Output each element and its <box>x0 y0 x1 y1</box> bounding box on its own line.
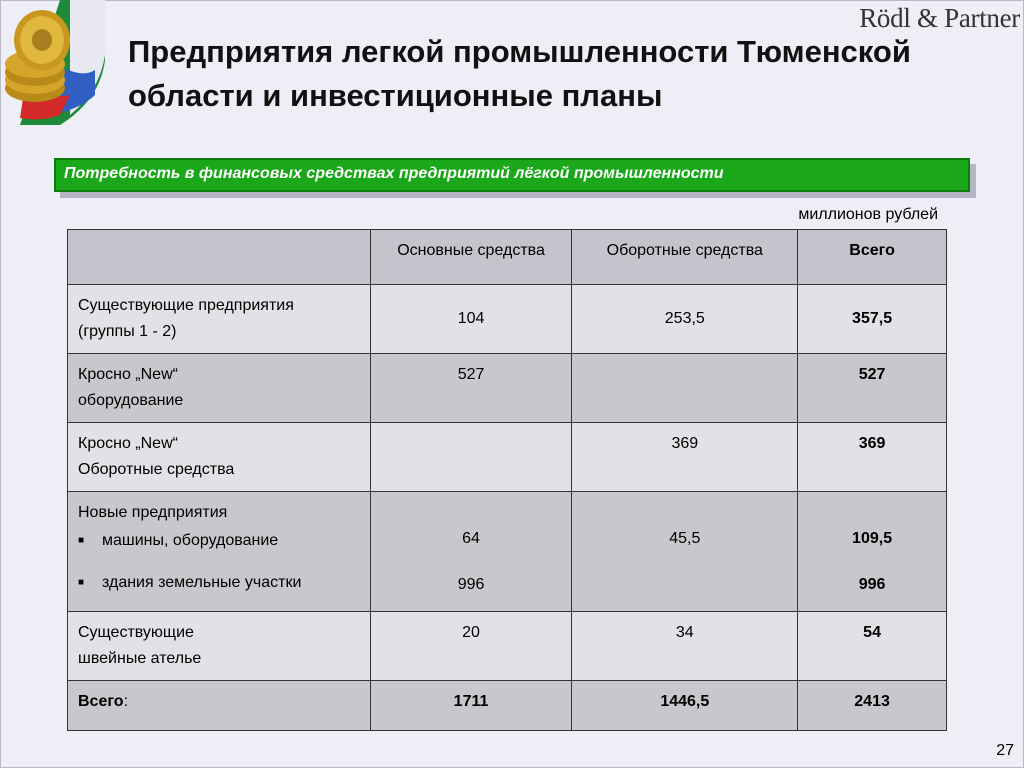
subtitle-banner <box>54 158 970 192</box>
header-cell-empty <box>68 230 371 285</box>
page-number: 27 <box>996 742 1014 759</box>
table-row <box>68 423 947 492</box>
page-title: Предприятия легкой промышленности Тюменской области и инвестиционные планы <box>128 34 911 113</box>
table-header-row <box>68 230 947 285</box>
cell-fixed: 1711 <box>370 681 572 731</box>
cell-total: 369 <box>798 423 947 492</box>
row-label-line2: Оборотные средства <box>78 461 235 478</box>
row-label-line1: Существующие <box>78 624 194 641</box>
header-cell-total: Всего <box>798 230 947 285</box>
cell-fixed <box>370 423 572 492</box>
cell-total <box>798 492 947 612</box>
header-cell-working-capital: Оборотные средства <box>572 230 798 285</box>
row-label <box>68 423 371 492</box>
row-label-line1: Кросно „New“ <box>78 435 178 452</box>
square-bullet-icon: ■ <box>78 577 85 588</box>
cell-value: 996 <box>457 576 485 593</box>
cell-fixed <box>370 492 572 612</box>
bullet-text: здания земельные участки <box>102 574 302 591</box>
cell-value: 64 <box>462 530 480 547</box>
cell-total: 527 <box>798 354 947 423</box>
cell-value: 996 <box>858 576 886 593</box>
cell-working: 34 <box>572 612 798 681</box>
financing-table <box>67 229 947 731</box>
row-label <box>68 681 371 731</box>
cell-working: 1446,5 <box>572 681 798 731</box>
cell-working <box>572 354 798 423</box>
cell-working: 369 <box>572 423 798 492</box>
row-label <box>68 492 371 612</box>
row-label-line1: Новые предприятия <box>78 504 228 521</box>
cell-fixed: 527 <box>370 354 572 423</box>
row-label-line2: швейные ателье <box>78 650 202 667</box>
subtitle-text: Потребность в финансовых средствах предприятий лёгкой промышленности <box>64 165 724 182</box>
table-row <box>68 285 947 354</box>
row-label <box>68 354 371 423</box>
table-row <box>68 354 947 423</box>
bullet-text: машины, оборудование <box>102 532 279 549</box>
header-cell-fixed-assets: Основные средства <box>370 230 572 285</box>
coins-flag-logo <box>0 0 110 130</box>
table-row <box>68 612 947 681</box>
row-label-line1: Кросно „New“ <box>78 366 178 383</box>
cell-value: 109,5 <box>852 530 893 547</box>
cell-value: 45,5 <box>669 530 701 547</box>
row-label <box>68 285 371 354</box>
brand-logo-text: Rödl & Partner <box>859 3 1020 33</box>
row-label-line2: оборудование <box>78 392 184 409</box>
cell-fixed: 104 <box>370 285 572 354</box>
cell-working <box>572 492 798 612</box>
cell-total: 54 <box>798 612 947 681</box>
total-label: Всего <box>78 693 124 710</box>
cell-working: 253,5 <box>572 285 798 354</box>
square-bullet-icon: ■ <box>78 535 85 546</box>
row-label-line1: Существующие предприятия <box>78 297 294 314</box>
table-total-row <box>68 681 947 731</box>
subtitle-bar <box>54 158 970 192</box>
bullet-item <box>78 528 360 554</box>
row-label-line2: (группы 1 - 2) <box>78 323 177 340</box>
table-row <box>68 492 947 612</box>
total-label-suffix: : <box>123 693 129 710</box>
row-label <box>68 612 371 681</box>
cell-total: 2413 <box>798 681 947 731</box>
cell-fixed: 20 <box>370 612 572 681</box>
bullet-item <box>78 570 360 596</box>
cell-total: 357,5 <box>798 285 947 354</box>
units-label: миллионов рублей <box>798 206 938 223</box>
